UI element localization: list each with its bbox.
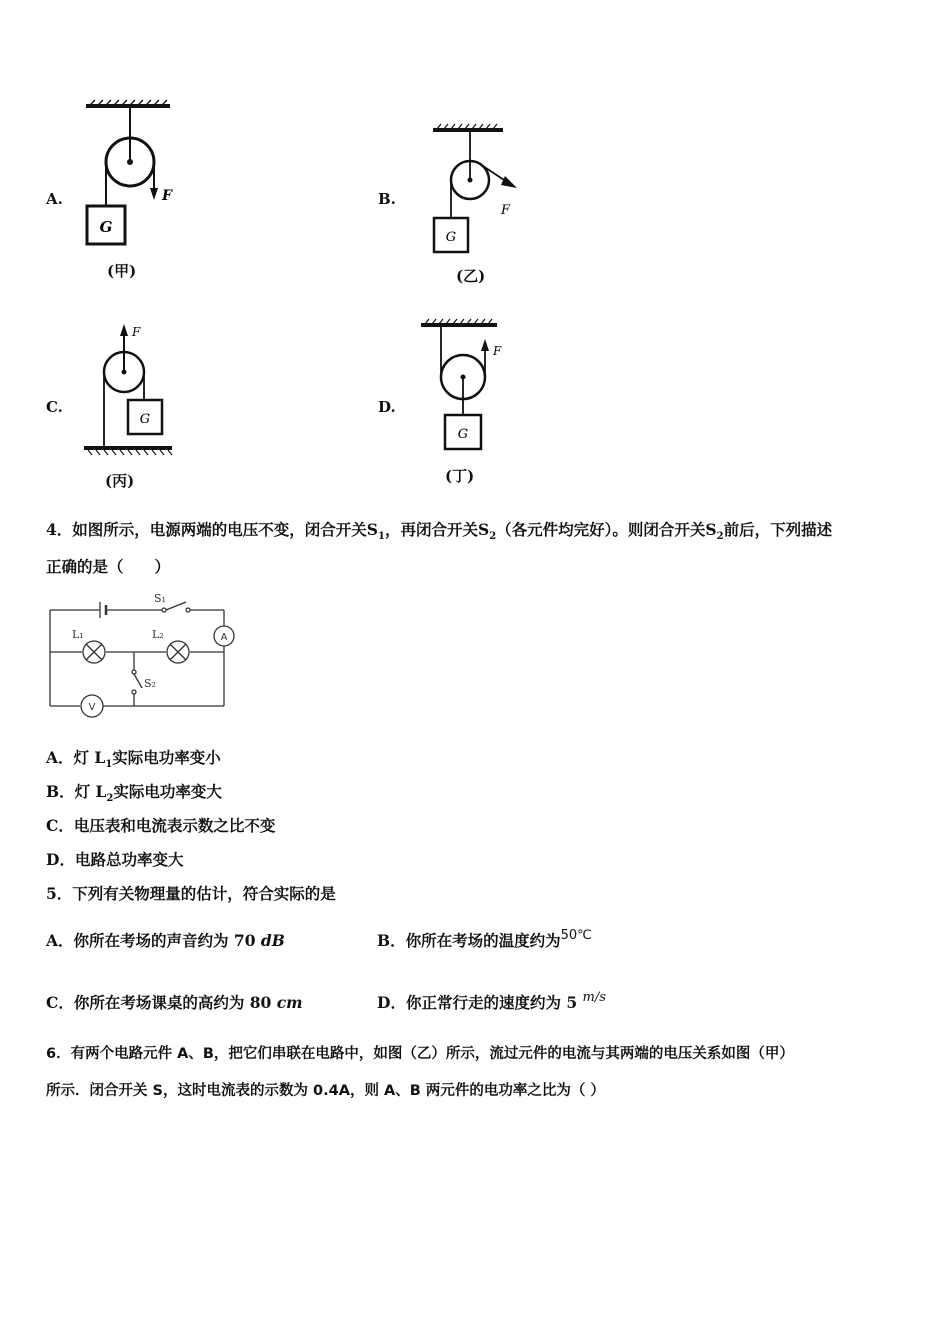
q4-option-d xyxy=(46,850,183,870)
option-letter: C． xyxy=(46,993,74,1012)
weight-label: G xyxy=(457,427,469,442)
q4-stem-part: 前后，下列描述 xyxy=(723,520,833,539)
q5-option-a xyxy=(46,931,285,951)
q4-s2-sub: 2 xyxy=(489,531,497,543)
q5-option-c xyxy=(46,993,303,1013)
force-label: F xyxy=(132,325,141,339)
figure-caption-jia: (甲) xyxy=(107,262,137,280)
option-letter: A． xyxy=(46,748,74,767)
option-unit: dB xyxy=(260,931,285,950)
q4-s2: S xyxy=(477,520,490,539)
option-b-letter: B. xyxy=(378,190,396,208)
option-text: 你所在考场的声音约为 70 xyxy=(73,931,261,950)
q5-stem: 5．下列有关物理量的估计，符合实际的是 xyxy=(46,884,336,903)
q4-stem-part: ，再闭合开关 xyxy=(384,520,478,539)
q4-stem-part: （各元件均完好）。则闭合开关 xyxy=(496,520,706,539)
option-text: 你所在考场课桌的高约为 80 xyxy=(73,993,277,1012)
figure-caption-bing: (丙) xyxy=(105,472,135,490)
l1-label: L₁ xyxy=(72,628,84,641)
pulley-figure-yi xyxy=(425,120,535,270)
q4-option-c xyxy=(46,816,275,836)
option-letter: A． xyxy=(46,931,74,950)
option-a-letter: A. xyxy=(46,190,63,208)
l2-label: L₂ xyxy=(152,628,164,641)
option-text: 你所在考场的温度约为 xyxy=(405,931,561,950)
q4-s2b: S xyxy=(705,520,717,539)
figure-caption-yi: (乙) xyxy=(456,267,486,285)
force-label: F xyxy=(501,203,511,218)
option-letter: B． xyxy=(377,931,406,950)
option-sub: 2 xyxy=(106,793,114,805)
ammeter-label: A xyxy=(220,632,228,643)
pulley-figure-jia xyxy=(78,96,188,286)
option-letter: B． xyxy=(46,782,75,801)
force-label: F xyxy=(162,188,172,204)
q5-option-d xyxy=(377,990,606,1015)
q4-option-b xyxy=(46,782,222,809)
figure-caption-ding: (丁) xyxy=(445,467,475,485)
voltmeter-label: V xyxy=(88,702,96,713)
option-text: 电压表和电流表示数之比不变 xyxy=(73,816,276,835)
option-sub: 1 xyxy=(105,759,113,771)
q4-s1-sub: 1 xyxy=(378,531,385,543)
option-letter: C． xyxy=(46,816,74,835)
pulley-figure-ding xyxy=(415,315,525,460)
option-unit: m/s xyxy=(582,990,606,1005)
weight-label: G xyxy=(99,218,113,236)
weight-label: G xyxy=(445,230,457,245)
q4-s2b-sub: 2 xyxy=(716,531,724,543)
q4-stem-part: 4．如图所示，电源两端的电压不变，闭合开关 xyxy=(46,520,367,539)
q4-stem-line2: 正确的是（ ） xyxy=(46,557,171,576)
option-unit: cm xyxy=(276,993,303,1012)
option-text: 灯 L xyxy=(73,748,106,767)
option-text: 实际电功率变大 xyxy=(113,782,222,801)
q6-stem-line1: 6．有两个电路元件 A、B，把它们串联在电路中，如图（乙）所示，流过元件的电流与其两端的电压关系如图（甲） xyxy=(46,1046,794,1062)
force-label: F xyxy=(493,344,502,358)
option-d-letter: D. xyxy=(378,398,396,416)
option-text: 灯 L xyxy=(74,782,107,801)
q5-option-b xyxy=(377,928,592,953)
q6-stem-line2: 所示．闭合开关 S，这时电流表的示数为 0.4A，则 A、B 两元件的电功率之比为（ ） xyxy=(46,1083,605,1099)
q4-option-a xyxy=(46,748,221,775)
option-letter: D． xyxy=(377,993,406,1012)
weight-label: G xyxy=(139,412,151,427)
option-text: 实际电功率变小 xyxy=(112,748,221,767)
option-text: 你正常行走的速度约为 5 xyxy=(405,993,583,1012)
s2-label: S₂ xyxy=(144,677,156,690)
option-letter: D． xyxy=(46,850,75,869)
option-c-letter: C. xyxy=(46,398,63,416)
option-text: 电路总功率变大 xyxy=(74,850,184,869)
q4-circuit-diagram xyxy=(44,590,244,720)
pulley-figure-bing xyxy=(82,320,192,460)
q4-s1: S xyxy=(366,520,378,539)
q4-stem-line1 xyxy=(46,520,832,547)
s1-label: S₁ xyxy=(154,592,166,605)
option-unit: 50℃ xyxy=(560,928,592,943)
